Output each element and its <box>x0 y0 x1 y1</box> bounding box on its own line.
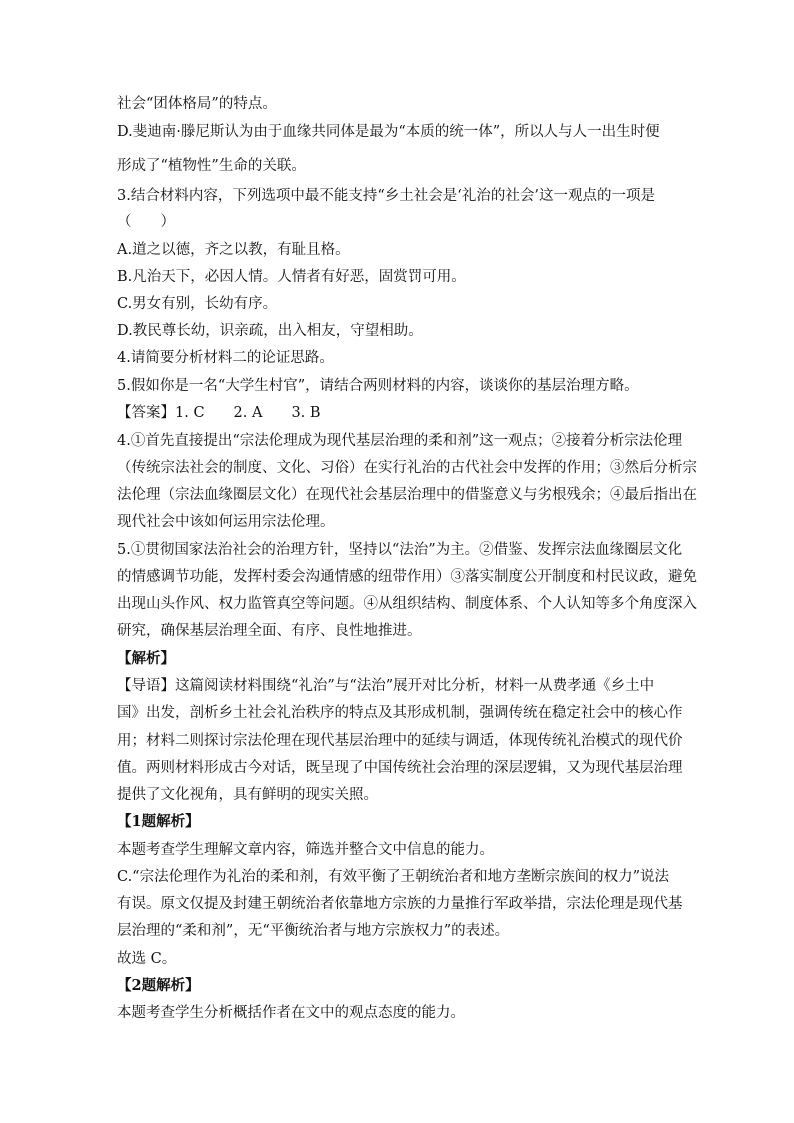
answer-4-line: 4.①首先直接提出“宗法伦理成为现代基层治理的柔和剂”这一观点；②接着分析宗法伦理 <box>117 433 683 449</box>
q2-analysis-heading: 【2题解析】 <box>117 977 200 994</box>
intro-line: 提供了文化视角，具有鲜明的现实关照。 <box>117 787 378 803</box>
q1-analysis-line: 层治理的“柔和剂”，无“平衡统治者与地方宗族权力”的表述。 <box>117 923 510 939</box>
intro-line: 国》出发，剖析乡土社会礼治秩序的特点及其形成机制，强调传统在稳定社会中的核心作 <box>117 705 683 721</box>
q1-analysis-heading: 【1题解析】 <box>117 813 200 830</box>
text-line: 形成了“植物性”生命的关联。 <box>117 158 306 174</box>
q1-analysis-line: 有误。原文仅提及封建王朝统治者依靠地方宗族的力量推行军政举措，宗法伦理是现代基 <box>117 896 683 912</box>
text-line: 社会“团体格局”的特点。 <box>117 96 277 112</box>
q1-analysis-line: C.“宗法伦理作为礼治的柔和剂，有效平衡了王朝统治者和地方垄断宗族间的权力”说法 <box>117 869 670 885</box>
intro-line: 值。两则材料形成古今对话，既呈现了中国传统社会治理的深层逻辑，又为现代基层治理 <box>117 760 683 776</box>
option-d-line: D.斐迪南·滕尼斯认为由于血缘共同体是最为“本质的统一体”，所以人与人一出生时便 <box>117 124 660 140</box>
option-b: B.凡治天下，必因人情。人情者有好恶，固赏罚可用。 <box>117 269 466 285</box>
intro-line: 用；材料二则探讨宗法伦理在现代基层治理中的延续与调适，体现传统礼治模式的现代价 <box>117 733 683 749</box>
answer-5-line: 研究，确保基层治理全面、有序、良性地推进。 <box>117 623 422 639</box>
answer-5-line: 的情感调节功能，发挥村委会沟通情感的纽带作用）③落实制度公开制度和村民议政，避免 <box>117 569 697 585</box>
option-c: C.男女有别，长幼有序。 <box>117 296 278 312</box>
question-5: 5.假如你是一名“大学生村官”，请结合两则材料的内容，谈谈你的基层治理方略。 <box>117 378 639 394</box>
q1-analysis-line: 本题考查学生理解文章内容，筛选并整合文中信息的能力。 <box>117 842 494 858</box>
answer-4-line: 法伦理（宗法血缘圈层文化）在现代社会基层治理中的借鉴意义与劣根残余；④最后指出在 <box>117 487 697 503</box>
option-a: A.道之以德，齐之以教，有耻且格。 <box>117 242 350 258</box>
answer-key: 【答案】1. C 2. A 3. B <box>117 405 321 421</box>
q2-analysis-line: 本题考查学生分析概括作者在文中的观点态度的能力。 <box>117 1005 465 1021</box>
answer-5-line: 出现山头作风、权力监管真空等问题。④从组织结构、制度体系、个人认知等多个角度深入 <box>117 596 697 612</box>
intro-line: 【导语】这篇阅读材料围绕“礼治”与“法治”展开对比分析，材料一从费孝通《乡土中 <box>117 678 655 694</box>
option-d: D.教民尊长幼，识亲疏，出入相友，守望相助。 <box>117 323 423 339</box>
analysis-heading: 【解析】 <box>117 650 175 667</box>
answer-4-line: （传统宗法社会的制度、文化、习俗）在实行礼治的古代社会中发挥的作用；③然后分析宗 <box>117 460 697 476</box>
question-3: 3.结合材料内容，下列选项中最不能支持“乡土社会是‘礼治的社会’这一观点的一项是 <box>117 188 655 204</box>
answer-bracket: （ ） <box>117 214 175 230</box>
answer-5-line: 5.①贯彻国家法治社会的治理方针，坚持以“法治”为主。②借鉴、发挥宗法血缘圈层文化 <box>117 542 683 558</box>
q1-answer: 故选 C。 <box>117 951 177 967</box>
answer-4-line: 现代社会中该如何运用宗法伦理。 <box>117 514 335 530</box>
question-4: 4.请简要分析材料二的论证思路。 <box>117 350 334 366</box>
